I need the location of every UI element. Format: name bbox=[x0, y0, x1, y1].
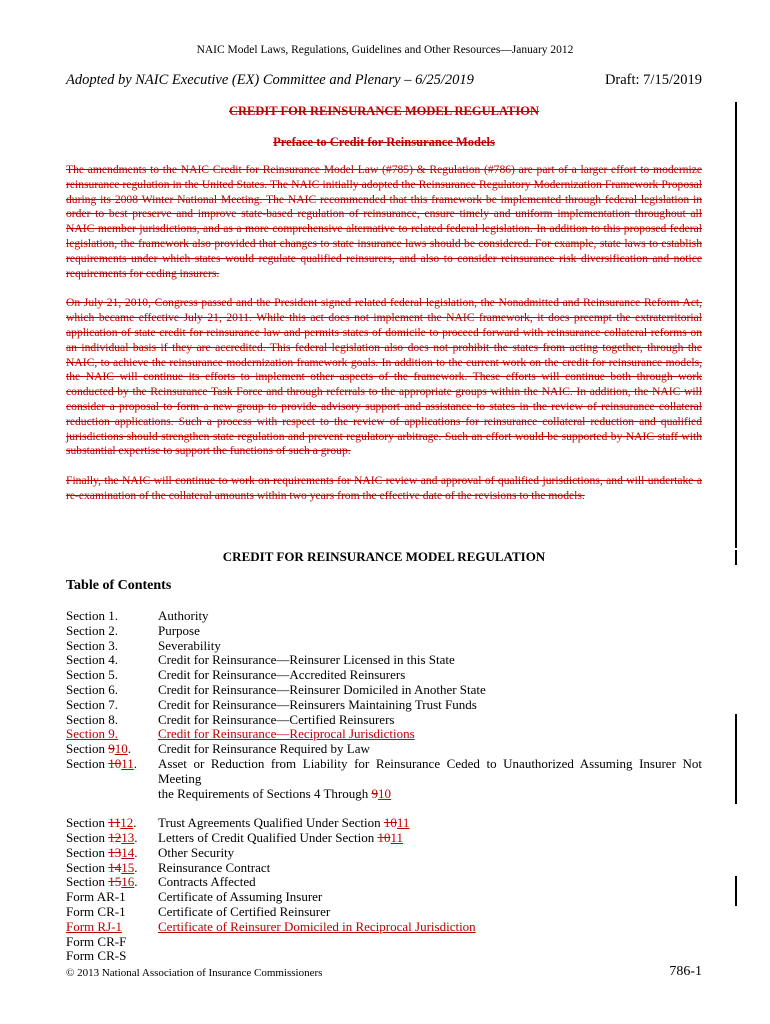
deleted-paragraph: The amendments to the NAIC Credit for Reinsurance Model Law (#785) & Regulation (#786) are part of a larger effort to modernize reinsurance regulation in the United States. The NAIC initially adopted the Reinsurance Regulatory Modernization Framework Proposal during its 2008 Winter National Meeting. The NAIC recommended that this framework be implemented through federal legislation in order to best preserve and improve state-based regulation of reinsurance, ensure timely and uniform implementation throughout all NAIC member jurisdictions, and as a more comprehensive alternative to related federal legislation. In addition to this proposed federal legislation, the framework also provided that changes to state insurance laws should be considered. For example, state laws to establish requirements under which states would regulate qualified reinsurers, and also to consider reinsurance risk diversification and notice requirements for ceding insurers. bbox=[66, 163, 702, 280]
toc-section-number: Section 6. bbox=[66, 681, 118, 697]
toc-section-title: Credit for Reinsurance—Accredited Reinsurers bbox=[158, 667, 406, 683]
deleted-paragraph: Finally, the NAIC will continue to work on requirements for NAIC review and approval of qualified jurisdictions, and will undertake a re-examination of the collateral amounts within two years from the effective date of the revisions to the models. bbox=[66, 474, 702, 502]
toc-section-number: Section 9. bbox=[66, 726, 118, 742]
toc-form-number: Form CR-1 bbox=[66, 903, 126, 919]
change-bar bbox=[735, 550, 737, 565]
toc-section-title: Credit for Reinsurance—Reinsurer Domiciled in Another State bbox=[158, 681, 486, 697]
running-header: NAIC Model Laws, Regulations, Guidelines and Other Resources—January 2012 bbox=[196, 44, 574, 56]
toc-form-title: Certificate of Assuming Insurer bbox=[158, 889, 323, 905]
change-bar bbox=[735, 714, 737, 804]
toc-entry bbox=[66, 742, 702, 757]
inserted-number: 10 bbox=[114, 741, 128, 757]
toc-entry bbox=[66, 668, 702, 683]
deleted-number: 9 bbox=[108, 741, 115, 757]
toc-section-number: Section 1415. bbox=[66, 859, 138, 875]
deleted-number: 11 bbox=[108, 815, 121, 831]
inserted-number: 16 bbox=[121, 874, 135, 890]
toc-entry bbox=[66, 653, 702, 668]
toc-section-number: Section 1213. bbox=[66, 829, 138, 845]
toc-section-number: Section 7. bbox=[66, 696, 118, 712]
toc-entry bbox=[66, 698, 702, 713]
toc-section-number: Section 5. bbox=[66, 667, 118, 683]
toc-entry bbox=[66, 935, 702, 950]
toc-section-number: Section 4. bbox=[66, 652, 118, 668]
toc-section-title: Other Security bbox=[158, 844, 235, 860]
inserted-number: 13 bbox=[121, 829, 135, 845]
deleted-number: 13 bbox=[108, 844, 122, 860]
change-bar bbox=[735, 876, 737, 906]
toc-section-number: Section 1516. bbox=[66, 874, 138, 890]
toc-section-title: Credit for Reinsurance—Reinsurer Licensed in this State bbox=[158, 652, 455, 668]
deleted-number: 14 bbox=[108, 859, 122, 875]
toc-entry bbox=[66, 846, 702, 861]
toc-entry-inserted bbox=[66, 727, 702, 742]
deleted-number: 12 bbox=[108, 829, 122, 845]
toc-section-title: Credit for Reinsurance—Certified Reinsurers bbox=[158, 711, 395, 727]
toc-entry bbox=[66, 639, 702, 654]
toc-form-title: Certificate of Reinsurer Domiciled in Reciprocal Jurisdiction bbox=[158, 918, 476, 934]
toc-section-number: Section 1314. bbox=[66, 844, 138, 860]
toc-section-title: Credit for Reinsurance—Reinsurers Maintaining Trust Funds bbox=[158, 696, 477, 712]
toc-section-number: Section 910. bbox=[66, 741, 131, 757]
toc-entry bbox=[66, 905, 702, 920]
toc-form-number: Form CR-F bbox=[66, 933, 127, 949]
draft-date: Draft: 7/15/2019 bbox=[604, 72, 702, 88]
toc-entry bbox=[66, 713, 702, 728]
toc-entry bbox=[66, 831, 702, 846]
change-bar bbox=[735, 102, 737, 548]
toc-section-title: Credit for Reinsurance—Reciprocal Jurisdictions bbox=[158, 726, 415, 742]
toc-form-number: Form RJ-1 bbox=[66, 918, 122, 934]
toc-entry bbox=[66, 683, 702, 698]
toc-section-number: Section 1011. bbox=[66, 755, 138, 771]
toc-section-number: Section 3. bbox=[66, 637, 118, 653]
inserted-number: 12 bbox=[120, 815, 134, 831]
table-of-contents bbox=[66, 609, 702, 964]
regulation-title: CREDIT FOR REINSURANCE MODEL REGULATION bbox=[222, 549, 546, 564]
deleted-number: 15 bbox=[108, 874, 122, 890]
toc-section-number: Section 1. bbox=[66, 608, 118, 623]
toc-section-title: Contracts Affected bbox=[158, 874, 256, 890]
inserted-number: 11 bbox=[390, 829, 404, 845]
toc-section-title: Trust Agreements Qualified Under Section 1011 bbox=[158, 815, 410, 831]
deleted-number: 10 bbox=[383, 815, 397, 831]
toc-section-title: Reinsurance Contract bbox=[158, 859, 271, 875]
deleted-preface-text bbox=[66, 163, 702, 519]
toc-entry-inserted bbox=[66, 920, 702, 935]
toc-entry bbox=[66, 816, 702, 831]
toc-section-number: Section 1112. bbox=[66, 815, 137, 831]
deleted-number: 10 bbox=[377, 829, 391, 845]
toc-section-number: Section 8. bbox=[66, 711, 118, 727]
toc-section-title: Severability bbox=[158, 637, 221, 653]
toc-form-title: Certificate of Certified Reinsurer bbox=[158, 903, 331, 919]
toc-form-number: Form AR-1 bbox=[66, 889, 126, 905]
deleted-paragraph: On July 21, 2010, Congress passed and the President signed related federal legislation, the Nonadmitted and Reinsurance Reform Act, which became effective July 21, 2011. While this act does not implement the NAIC framework, it does preempt the extraterritorial application of state credit for reinsurance law and permits states of domicile to proceed forward with reinsurance collateral reforms on an individual basis if they are accredited. This federal legislation also does not prohibit the states from acting together, through the NAIC, to achieve the reinsurance modernization framework goals. In addition to the current work on the credit for reinsurance models, the NAIC will continue its efforts to implement other aspects of the framework. These efforts will continue both through work conducted by the Reinsurance Task Force and through referrals to the appropriate groups within the NAIC. In addition, the NAIC will consider a proposal to form a new group to provide advisory support and assistance to states in the review of reinsurance collateral reduction applications. Such a process with respect to the review of applications for reinsurance collateral reduction and qualified jurisdictions should strengthen state regulation and prevent regulatory arbitrage. Such an effort would be supported by NAIC staff with substantial expertise to support the functions of such a group. bbox=[66, 296, 702, 458]
toc-entry bbox=[66, 757, 702, 801]
inserted-number: 15 bbox=[121, 859, 135, 875]
page-number: 786-1 bbox=[669, 964, 702, 979]
deleted-preface-heading: Preface to Credit for Reinsurance Models bbox=[273, 135, 495, 149]
toc-section-title: Letters of Credit Qualified Under Section 1011 bbox=[158, 829, 404, 845]
copyright-notice: © 2013 National Association of Insurance Commissioners bbox=[66, 967, 323, 979]
adoption-note: Adopted by NAIC Executive (EX) Committee and Plenary – 6/25/2019 bbox=[66, 72, 474, 88]
toc-section-title: Purpose bbox=[158, 622, 200, 638]
toc-section-title: Asset or Reduction from Liability for Reinsurance Ceded to Unauthorized Assuming Insurer Not Meeting the Requirements of Sections 4 Through 910 bbox=[158, 755, 702, 801]
toc-entry bbox=[66, 861, 702, 876]
deleted-regulation-title: CREDIT FOR REINSURANCE MODEL REGULATION bbox=[229, 104, 539, 118]
toc-section-title: Credit for Reinsurance Required by Law bbox=[158, 741, 370, 757]
inserted-number: 11 bbox=[121, 755, 134, 771]
toc-entry bbox=[66, 609, 702, 624]
toc-entry bbox=[66, 890, 702, 905]
deleted-number: 10 bbox=[108, 755, 122, 771]
toc-entry bbox=[66, 949, 702, 964]
inserted-number: 10 bbox=[378, 785, 392, 801]
deleted-number: 9 bbox=[371, 785, 379, 801]
toc-entry bbox=[66, 875, 702, 890]
inserted-number: 14 bbox=[121, 844, 135, 860]
inserted-number: 11 bbox=[396, 815, 410, 831]
toc-section-title: Authority bbox=[158, 608, 209, 623]
toc-entry bbox=[66, 624, 702, 639]
toc-section-number: Section 2. bbox=[66, 622, 118, 638]
toc-heading: Table of Contents bbox=[66, 578, 172, 593]
toc-form-number: Form CR-S bbox=[66, 948, 127, 964]
